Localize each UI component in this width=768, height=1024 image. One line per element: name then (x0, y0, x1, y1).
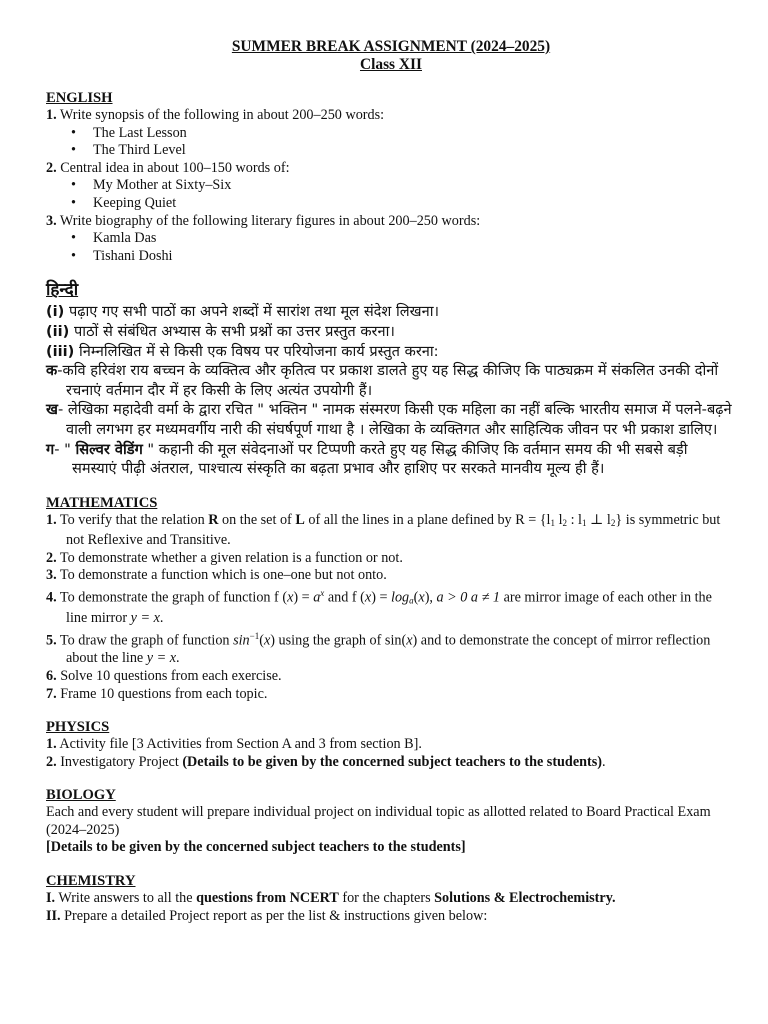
english-question-2: 2. Central idea in about 100–150 words of: (46, 159, 290, 176)
english-question-3: 3. Write biography of the following literary figures in about 200–250 words: (46, 212, 481, 229)
assignment-page (46, 38, 736, 925)
maths-question-2: 2. To demonstrate whether a given relation is a function or not. (46, 549, 403, 566)
english-section (46, 90, 736, 265)
list-item: • The Last Lesson (93, 125, 736, 143)
chemistry-question-1: I. Write answers to all the questions from NCERT for the chapters Solutions & Electrochemistry. (46, 890, 616, 907)
english-q2-list (46, 177, 736, 212)
physics-section (46, 719, 736, 771)
chemistry-heading: CHEMISTRY (46, 873, 136, 890)
maths-question-4: 4. To demonstrate the graph of function f $(x) = a^x$ and f $(x) = \log_a(x)$, a > 0 a ≠ 1 are mirror image of each other in the line mirror y = x. (46, 588, 712, 627)
hindi-option-ga: ग- " सिल्वर वेडिंग " कहानी की मूल संवेदनाओं पर टिप्पणी करते हुए यह सिद्ध कीजिए कि वर्तमान समय की भी सबसे बड़ी समस्याएं पीढ़ी अंतराल, पाश्चात्य संस्कृति का बढ़ता प्रभाव और हाशिए पर सरकते मानवीय मूल्य ही हैं। (46, 440, 688, 478)
maths-question-5: 5. To draw the graph of function $\sin^{-1}(x)$ using the graph of sin(x) and to demonstrate the concept of mirror reflection about the line y = x. (46, 630, 711, 667)
maths-question-6: 6. Solve 10 questions from each exercise. (46, 667, 282, 684)
class-title: Class XII (359, 56, 422, 73)
list-item: • The Third Level (93, 142, 736, 160)
biology-note: [Details to be given by the concerned subject teachers to the students] (46, 839, 466, 856)
hindi-section (46, 279, 736, 478)
biology-heading: BIOLOGY (46, 787, 116, 804)
list-item: • Keeping Quiet (93, 195, 736, 213)
hindi-item-ii: (ii) पाठों से संबंधित अभ्यास के सभी प्रश्नों का उत्तर प्रस्तुत करना। (46, 322, 395, 340)
hindi-option-ka: क-कवि हरिवंश राय बच्चन के व्यक्तित्व और कृतित्व पर प्रकाश डालते हुए यह सिद्ध कीजिए कि पाठ्यक्रम में संकलित उनकी दोनों रचनाएं वर्तमान दौर में हर किसी के लिए अत्यंत उपयोगी हैं। (46, 362, 719, 399)
biology-section (46, 787, 736, 857)
english-q1-list (46, 125, 736, 160)
biology-text: Each and every student will prepare individual project on individual topic as allotted related to Board Practical Exam (2024–2025) (46, 804, 711, 838)
physics-heading: PHYSICS (46, 719, 110, 736)
hindi-heading: हिन्दी (46, 280, 79, 301)
document-title: SUMMER BREAK ASSIGNMENT (2024–2025) (231, 38, 551, 55)
chemistry-section (46, 873, 736, 925)
chemistry-question-2: II. Prepare a detailed Project report as per the list & instructions given below: (46, 907, 488, 924)
physics-question-1: 1. Activity file [3 Activities from Section A and 3 from section B]. (46, 736, 422, 753)
list-item: • My Mother at Sixty–Six (93, 177, 736, 195)
hindi-item-i: (i) पढ़ाए गए सभी पाठों का अपने शब्दों में सारांश तथा मूल संदेश लिखना। (46, 303, 440, 321)
maths-question-7: 7. Frame 10 questions from each topic. (46, 685, 268, 702)
hindi-item-iii: (iii) निम्नलिखित में से किसी एक विषय पर परियोजना कार्य प्रस्तुत करना: (46, 342, 439, 360)
mathematics-heading: MATHEMATICS (46, 494, 158, 511)
hindi-option-kha: ख- लेखिका महादेवी वर्मा के द्वारा रचित " भक्तिन " नामक संस्मरण किसी एक महिला का नहीं बल्कि भारतीय समाज में पलने-बढ़ने वाली लगभग हर मध्यमवर्गीय नारी की संघर्षपूर्ण गाथा है । लेखिका के व्यक्तिगत और साहित्यिक जीवन पर भी प्रकाश डालिए। (46, 401, 732, 438)
physics-question-2: 2. Investigatory Project (Details to be given by the concerned subject teachers to the students). (46, 753, 606, 770)
maths-question-3: 3. To demonstrate a function which is one–one but not onto. (46, 567, 387, 584)
list-item: • Tishani Doshi (93, 248, 736, 266)
english-heading: ENGLISH (46, 90, 113, 106)
english-q3-list (46, 230, 736, 265)
mathematics-section (46, 495, 736, 703)
maths-question-1: 1. To verify that the relation R on the set of L of all the lines in a plane defined by $R = \{l_1$ $l_2$ : $l_1$ ⊥ $l_2$} is symmetric but not Reflexive and Transitive. (46, 511, 721, 549)
english-question-1: 1. Write synopsis of the following in about 200–250 words: (46, 107, 385, 123)
list-item: • Kamla Das (93, 230, 736, 248)
